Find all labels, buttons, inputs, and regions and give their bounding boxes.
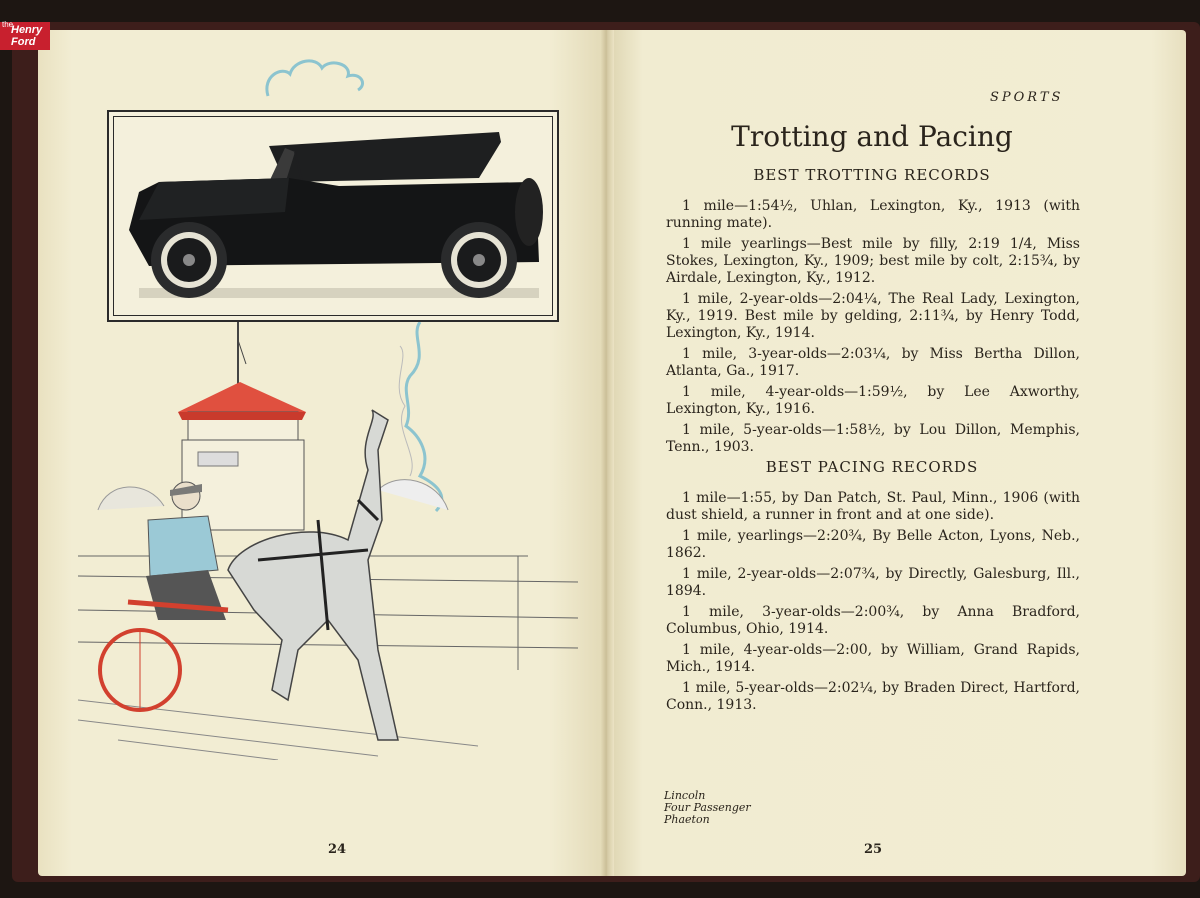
henry-ford-logo: the Henry Ford [0, 22, 50, 50]
pacing-records [666, 490, 1080, 718]
harness-racing-illustration [78, 320, 588, 760]
record-item: 1 mile, 2-year-olds—2:04¼, The Real Lady, Lexington, Ky., 1919. Best mile by gelding, 2:11¾, by Henry Todd, Lexington, Ky., 1914. [666, 291, 1080, 341]
page-number-left: 24 [328, 842, 347, 857]
record-item: 1 mile, yearlings—2:20¾, By Belle Acton, Lyons, Neb., 1862. [666, 528, 1080, 561]
trotting-heading: BEST TROTTING RECORDS [753, 166, 991, 184]
trotting-records [666, 198, 1080, 460]
record-item: 1 mile, 3-year-olds—2:00¾, by Anna Bradford, Columbus, Ohio, 1914. [666, 604, 1080, 637]
record-item: 1 mile—1:54½, Uhlan, Lexington, Ky., 1913 (with running mate). [666, 198, 1080, 231]
record-item: 1 mile, 4-year-olds—2:00, by William, Grand Rapids, Mich., 1914. [666, 642, 1080, 675]
book-gutter [600, 30, 614, 876]
record-item: 1 mile, 5-year-olds—1:58½, by Lou Dillon, Memphis, Tenn., 1903. [666, 422, 1080, 455]
page-title: Trotting and Pacing [731, 120, 1013, 153]
touring-car-illustration [109, 112, 557, 320]
record-item: 1 mile—1:55, by Dan Patch, St. Paul, Minn., 1906 (with dust shield, a runner in front and at one side). [666, 490, 1080, 523]
illustration-caption: Lincoln Four Passenger Phaeton [664, 789, 751, 826]
page-number-right: 25 [864, 842, 883, 857]
pacing-heading: BEST PACING RECORDS [765, 458, 979, 476]
record-item: 1 mile, 3-year-olds—2:03¼, by Miss Bertha Dillon, Atlanta, Ga., 1917. [666, 346, 1080, 379]
car-illustration-frame [107, 110, 559, 322]
record-item: 1 mile, 2-year-olds—2:07¾, by Directly, Galesburg, Ill., 1894. [666, 566, 1080, 599]
record-item: 1 mile, 4-year-olds—1:59½, by Lee Axworthy, Lexington, Ky., 1916. [666, 384, 1080, 417]
running-head: SPORTS [990, 90, 1064, 105]
record-item: 1 mile, 5-year-olds—2:02¼, by Braden Direct, Hartford, Conn., 1913. [666, 680, 1080, 713]
record-item: 1 mile yearlings—Best mile by filly, 2:19 1/4, Miss Stokes, Lexington, Ky., 1909; best mile by colt, 2:15¾, by Airdale, Lexington, Ky., 1912. [666, 236, 1080, 286]
